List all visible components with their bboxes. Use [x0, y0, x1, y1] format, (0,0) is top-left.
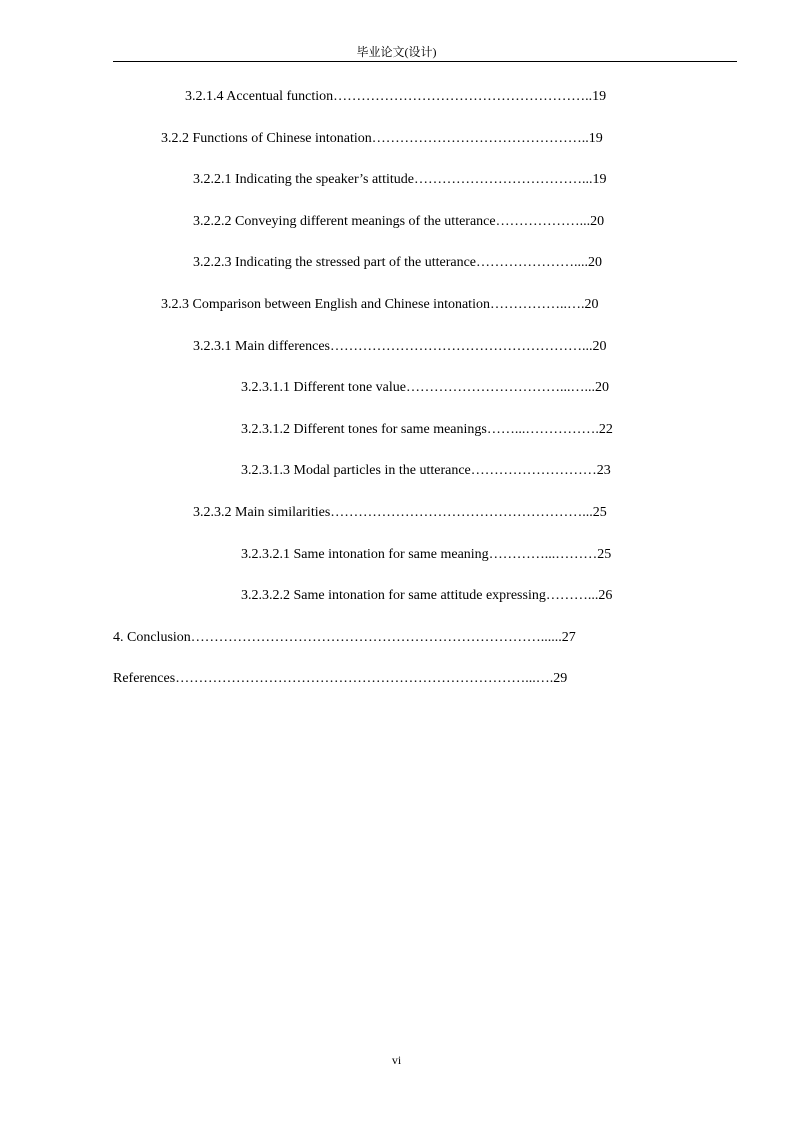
toc-entry-page: 20 — [594, 380, 609, 395]
toc-entry-title: 3.2.3.1.1 Different tone value — [241, 380, 406, 395]
toc-entry-title: 3.2.3 Comparison between English and Chinese intonation — [161, 297, 490, 312]
toc-entry-page: 20 — [588, 255, 603, 270]
toc-entry-leader: ………... — [545, 588, 599, 603]
toc-entry-page: 27 — [561, 630, 576, 645]
page-number: vi — [391, 1053, 402, 1067]
toc-entry-leader: ……………………………………….. — [371, 131, 589, 146]
toc-entry-title: 3.2.3.2.2 Same intonation for same attitude expressing — [241, 588, 546, 603]
toc-entry[interactable] — [113, 670, 667, 688]
toc-entry-leader: …………...……… — [488, 547, 598, 562]
toc-entry-leader: ………………... — [495, 214, 591, 229]
page-header-title: 毕业论文(设计) — [356, 45, 437, 59]
toc-entry[interactable] — [241, 379, 667, 397]
toc-entry-title: 3.2.3.1.2 Different tones for same meanings — [241, 422, 487, 437]
toc-entry-page: 20 — [584, 297, 599, 312]
toc-entry-leader: ……………..…. — [489, 297, 585, 312]
toc-entry[interactable] — [161, 296, 667, 314]
toc-entry[interactable] — [193, 213, 667, 231]
toc-entry-title: 3.2.2.1 Indicating the speaker’s attitude — [193, 172, 414, 187]
toc-entry-title: 4. Conclusion — [113, 630, 191, 645]
toc-entry-leader: ………………………………………………... — [329, 339, 593, 354]
toc-entry[interactable] — [241, 546, 667, 564]
toc-entry-page: 19 — [592, 172, 607, 187]
toc-entry-leader: ……………………… — [470, 463, 597, 478]
toc-entry[interactable] — [193, 254, 667, 272]
toc-entry[interactable] — [185, 88, 667, 106]
toc-entry-title: 3.2.2 Functions of Chinese intonation — [161, 131, 372, 146]
toc-entry-page: 25 — [597, 547, 612, 562]
toc-entry-page: 22 — [598, 422, 613, 437]
toc-entry-page: 19 — [588, 131, 603, 146]
toc-entry[interactable] — [241, 587, 667, 605]
toc-entry-title: References — [113, 671, 176, 686]
toc-entry-leader: ……………………………...…... — [405, 380, 595, 395]
toc-entry-page: 29 — [553, 671, 568, 686]
toc-entry-leader: ……………………………………………….. — [333, 89, 593, 104]
toc-entry-leader: …………………………………………………………………...... — [190, 630, 562, 645]
toc-entry-title: 3.2.2.2 Conveying different meanings of the utterance — [193, 214, 496, 229]
toc-entry-leader: ………………………………... — [413, 172, 593, 187]
toc-entry-page: 20 — [592, 339, 607, 354]
toc-entry[interactable] — [241, 462, 667, 480]
toc-entry-leader: …………………………………………………………………...…. — [175, 671, 554, 686]
toc-entry[interactable] — [113, 629, 667, 647]
toc-entry-page: 25 — [592, 505, 607, 520]
toc-entry[interactable] — [161, 130, 667, 148]
toc-entry-title: 3.2.3.2.1 Same intonation for same meaning — [241, 547, 489, 562]
toc-entry-title: 3.2.1.4 Accentual function — [185, 89, 334, 104]
toc-entry-title: 3.2.3.1 Main differences — [193, 339, 330, 354]
toc-entry-page: 20 — [590, 214, 605, 229]
toc-entry-leader: ………………….... — [476, 255, 589, 270]
toc-entry[interactable] — [241, 421, 667, 439]
toc-entry[interactable] — [193, 171, 667, 189]
toc-entry-leader: ………………………………………………... — [330, 505, 593, 520]
toc-entry-page: 19 — [592, 89, 607, 104]
toc-entry-leader: ……...……………. — [486, 422, 599, 437]
toc-entry-page: 26 — [598, 588, 613, 603]
toc-entry[interactable] — [193, 504, 667, 522]
toc-entry-title: 3.2.2.3 Indicating the stressed part of the utterance — [193, 255, 477, 270]
toc-entry-page: 23 — [596, 463, 611, 478]
toc-entry-title: 3.2.3.2 Main similarities — [193, 505, 331, 520]
toc-entry-title: 3.2.3.1.3 Modal particles in the utterance — [241, 463, 471, 478]
toc-entry[interactable] — [193, 338, 667, 356]
